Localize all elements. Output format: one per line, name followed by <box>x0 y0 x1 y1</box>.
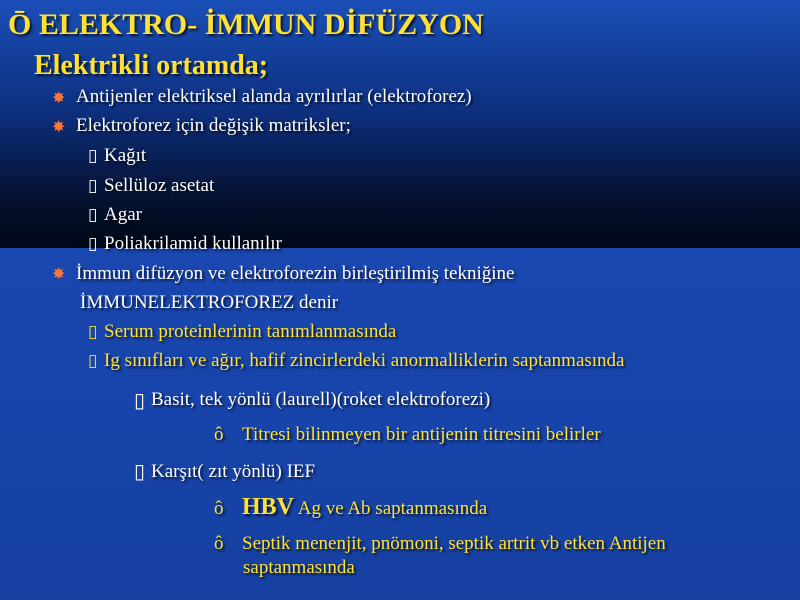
item-marker-icon: ô <box>214 498 224 519</box>
sub-bullet-icon: ▯ <box>88 205 98 225</box>
item-marker-icon: ô <box>214 424 224 445</box>
bullet-text-3: İmmun difüzyon ve elektroforezin birleştirilmiş tekniğine <box>76 263 515 284</box>
sub-bullet-icon: ▯ <box>88 351 98 371</box>
sub-bullet-icon: ▯ <box>88 322 98 342</box>
bullet-text-3-continued: İMMUNELEKTROFOREZ denir <box>80 292 339 313</box>
matrix-item-3: Agar <box>104 204 142 225</box>
item-marker-icon: ô <box>214 533 224 554</box>
sub-bullet-icon: ▯ <box>88 146 98 166</box>
hbv-detail-text: Ag ve Ab saptanmasında <box>294 498 488 519</box>
bullet-icon: ✸ <box>52 266 66 283</box>
bullet-icon: ✸ <box>52 90 66 107</box>
matrix-item-4: Poliakrilamid kullanılır <box>104 233 282 254</box>
sub-bullet-icon: ▯ <box>134 388 146 412</box>
bullet-text-2: Elektroforez için değişik matriksler; <box>76 115 351 136</box>
matrix-item-2: Sellüloz asetat <box>104 175 215 196</box>
use-item-2: Ig sınıfları ve ağır, hafif zincirlerdeki anormalliklerin saptanmasında <box>104 350 625 371</box>
method-1-detail-1: Titresi bilinmeyen bir antijenin titresini belirler <box>242 424 601 445</box>
method-2-label: Karşıt( zıt yönlü) IEF <box>151 461 316 482</box>
sub-bullet-icon: ▯ <box>134 459 146 483</box>
use-item-1: Serum proteinlerinin tanımlanmasında <box>104 321 397 342</box>
bullet-text-1: Antijenler elektriksel alanda ayrılırlar (elektroforez) <box>76 86 472 107</box>
slide-subtitle: Elektrikli ortamda; <box>34 50 269 81</box>
sub-bullet-icon: ▯ <box>88 234 98 254</box>
hbv-label: HBV <box>242 494 295 520</box>
matrix-item-1: Kağıt <box>104 145 147 166</box>
bullet-icon: ✸ <box>52 119 66 136</box>
method-2-detail-1 <box>242 494 487 521</box>
method-2-detail-2-continued: saptanmasında <box>243 557 355 578</box>
slide-title: Ō ELEKTRO- İMMUN DİFÜZYON <box>8 8 484 41</box>
sub-bullet-icon: ▯ <box>88 176 98 196</box>
method-1-label: Basit, tek yönlü (laurell)(roket elektroforezi) <box>151 389 491 410</box>
method-2-detail-2: Septik menenjit, pnömoni, septik artrit vb etken Antijen <box>242 533 666 554</box>
